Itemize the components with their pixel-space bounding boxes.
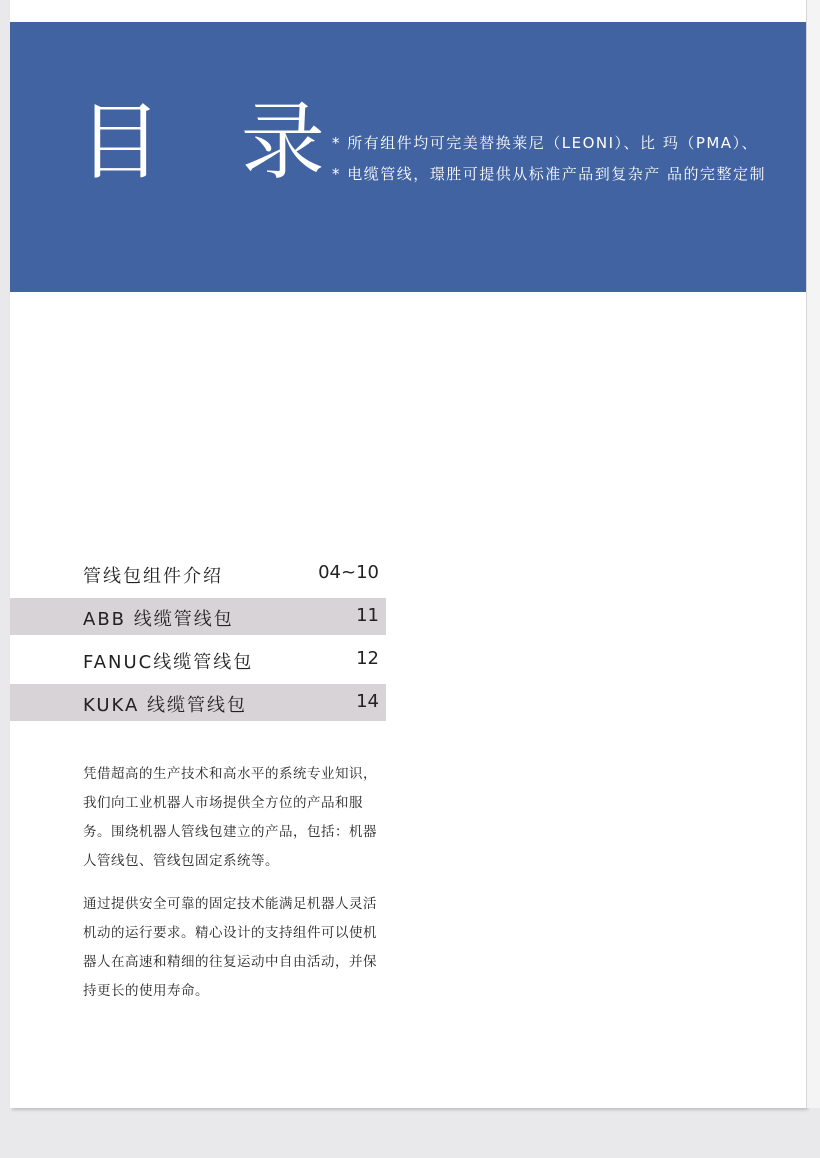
toc-item[interactable] bbox=[10, 598, 386, 635]
document-page bbox=[10, 0, 806, 1108]
toc-item[interactable] bbox=[10, 555, 386, 592]
header-band bbox=[10, 22, 806, 292]
page-title: 目 录 bbox=[78, 93, 351, 191]
toc-item[interactable] bbox=[10, 641, 386, 678]
toc-item-page: 04~10 bbox=[318, 562, 379, 583]
toc-item-label: KUKA 线缆管线包 bbox=[83, 695, 248, 716]
toc-item-page: 12 bbox=[356, 648, 379, 669]
toc-item-label: ABB 线缆管线包 bbox=[83, 609, 234, 630]
toc-item-page: 11 bbox=[356, 605, 379, 626]
table-of-contents bbox=[10, 555, 386, 727]
header-note: * 电缆管线，璟胜可提供从标准产品到复杂产 品的完整定制 bbox=[332, 165, 767, 183]
toc-item[interactable] bbox=[10, 684, 386, 721]
intro-paragraph: 凭借超高的生产技术和高水平的系统专业知识，我们向工业机器人市场提供全方位的产品和服务。围绕机器人管线包建立的产品，包括：机器人管线包、管线包固定系统等。 bbox=[83, 766, 377, 869]
header-notes bbox=[332, 128, 806, 190]
toc-item-page: 14 bbox=[356, 691, 379, 712]
header-note: * 所有组件均可完美替换莱尼（LEONI）、比 玛（PMA）、 bbox=[332, 134, 759, 152]
toc-item-label: 管线包组件介绍 bbox=[83, 566, 223, 587]
toc-item-label: FANUC线缆管线包 bbox=[83, 652, 254, 673]
page-edge bbox=[806, 0, 820, 1108]
support-paragraph: 通过提供安全可靠的固定技术能满足机器人灵活机动的运行要求。精心设计的支持组件可以使机器人在高速和精细的往复运动中自由活动，并保持更长的使用寿命。 bbox=[83, 896, 377, 999]
